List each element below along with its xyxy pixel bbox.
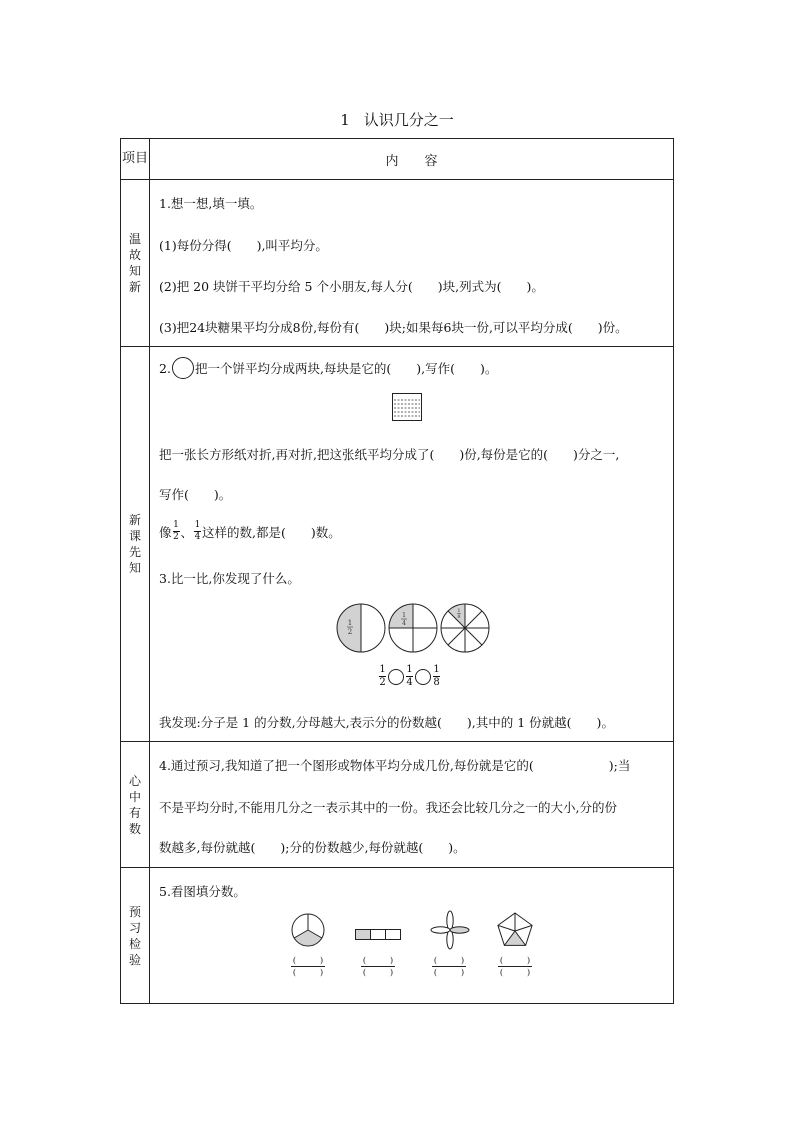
review-label-cell (121, 180, 150, 347)
q1-1[interactable]: (1)每份分得( ),叫平均分。 (159, 238, 328, 253)
fraction-den: 8 (433, 677, 440, 688)
preview-label: 新课先知 (128, 513, 141, 575)
compare-frac-2 (406, 665, 413, 688)
fraction-den: 2 (173, 532, 179, 542)
page-title (0, 109, 794, 130)
review-label: 温故知新 (128, 232, 141, 294)
answer-blank-3[interactable]: ( ) ( ) (433, 956, 465, 977)
circle-half-icon (337, 604, 385, 652)
answer-blank-1[interactable]: ( ) ( ) (292, 956, 324, 977)
header-item-label: 项目 (121, 151, 148, 166)
q2-line3[interactable]: 写作( )。 (159, 487, 232, 502)
q4-line1[interactable]: 4.通过预习,我知道了把一个图形或物体平均分成几份,每份就是它的( );当 (159, 758, 631, 773)
pentagon-fifths-icon (495, 910, 535, 950)
rectangle-thirds-icon (355, 929, 401, 941)
fraction-num: 1 (433, 664, 440, 675)
svg-text:4: 4 (402, 620, 406, 627)
q2-line4 (159, 521, 341, 542)
worksheet-table (120, 138, 674, 1004)
q2-like-tail[interactable]: 这样的数,都是( )数。 (202, 524, 341, 540)
q3-found[interactable]: 我发现:分子是 1 的分数,分母越大,表示分的份数越( ),其中的 1 份就越( )。 (159, 715, 614, 730)
svg-text:2: 2 (347, 628, 353, 636)
q2-text[interactable]: 把一个饼平均分成两块,每块是它的( ),写作( )。 (194, 361, 498, 376)
fraction-num: 1 (194, 520, 201, 530)
header-row (121, 139, 674, 180)
fraction-den: 2 (379, 677, 386, 688)
q1-3[interactable]: (3)把24块糖果平均分成8份,每份有( )块;如果每6块一份,可以平均分成( )份。 (159, 320, 628, 335)
q2-line1 (159, 357, 497, 379)
svg-text:1: 1 (347, 619, 353, 627)
fraction-num: 1 (406, 664, 413, 675)
fraction-compare (378, 665, 441, 688)
q1-2[interactable]: (2)把 20 块饼干平均分给 5 个小朋友,每人分( )块,列式为( )。 (159, 279, 544, 294)
petal-flower-icon (430, 910, 470, 950)
q4-line3[interactable]: 数越多,每份就越( );分的份数越少,每份就越( )。 (159, 840, 466, 855)
q2-sep: 、 (180, 524, 194, 540)
title-number: 1 (340, 111, 350, 129)
preview-label-cell (121, 347, 150, 742)
answer-blank-2[interactable]: ( ) ( ) (362, 956, 394, 977)
header-item-cell (121, 139, 150, 180)
folded-paper-icon (392, 393, 422, 421)
preview-content (150, 347, 674, 742)
check-content (150, 868, 674, 1004)
q1-title: 1.想一想,填一填。 (159, 196, 263, 211)
svg-text:1: 1 (457, 608, 461, 614)
q2-line2[interactable]: 把一张长方形纸对折,再对折,把这张纸平均分成了( )份,每份是它的( )分之一, (159, 447, 620, 462)
fraction-num: 1 (379, 664, 386, 675)
review-row (121, 180, 674, 347)
check-label-cell (121, 868, 150, 1004)
title-text: 认识几分之一 (363, 111, 454, 129)
circle-eighth-icon (441, 604, 489, 652)
check-row (121, 868, 674, 1004)
review-content (150, 180, 674, 347)
svg-text:8: 8 (457, 614, 461, 620)
fraction-den: 4 (406, 677, 413, 688)
mind-label-cell (121, 742, 150, 868)
preview-row (121, 347, 674, 742)
q2-prefix: 2. (159, 360, 171, 376)
circle-thirds-icon (290, 912, 326, 948)
fraction-circles (328, 603, 498, 653)
q4-line2: 不是平均分时,不能用几分之一表示其中的一份。我还会比较几分之一的大小,分的份 (159, 800, 617, 815)
svg-text:1: 1 (402, 612, 406, 619)
mind-row (121, 742, 674, 868)
mind-content (150, 742, 674, 868)
header-content-label: 内 容 (385, 153, 438, 169)
q3-title: 3.比一比,你发现了什么。 (159, 571, 300, 586)
q5-title: 5.看图填分数。 (159, 884, 246, 899)
cake-circle-icon (171, 357, 195, 379)
mind-label: 心中有数 (128, 773, 141, 836)
header-content-cell (150, 139, 674, 180)
fraction-num: 1 (173, 520, 179, 530)
compare-blank-1[interactable] (387, 668, 405, 686)
compare-frac-1 (379, 665, 386, 688)
fraction-half (173, 521, 180, 542)
q2-like: 像 (159, 524, 172, 540)
check-label: 预习检验 (128, 904, 141, 967)
compare-frac-3 (433, 665, 440, 688)
fraction-den: 4 (194, 532, 201, 542)
answer-blank-4[interactable]: ( ) ( ) (499, 956, 531, 977)
compare-blank-2[interactable] (414, 668, 432, 686)
circle-quarter-icon (389, 604, 437, 652)
fraction-quarter (194, 521, 201, 542)
